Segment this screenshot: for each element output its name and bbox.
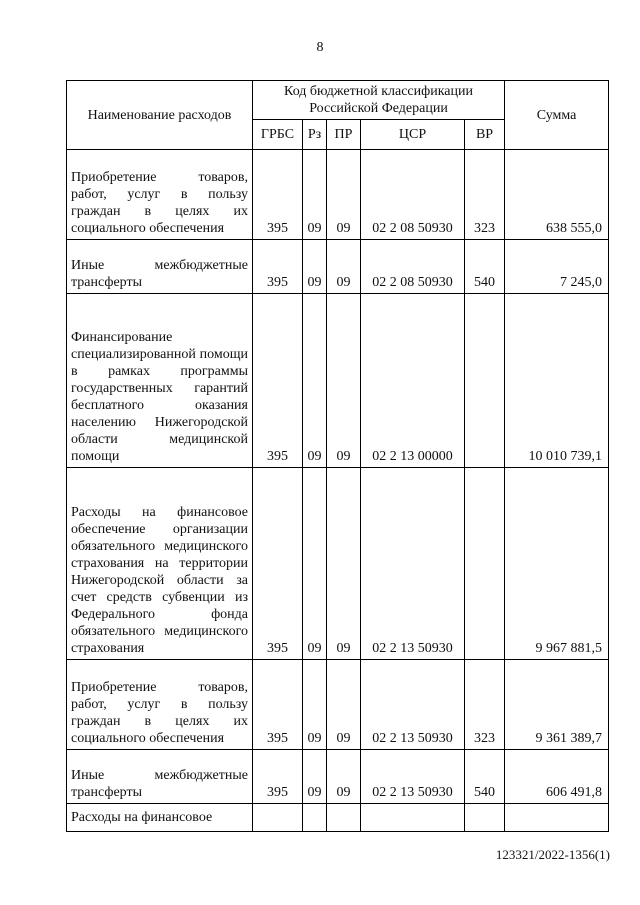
row-rz: 09 xyxy=(303,750,327,804)
row-name: Приобретение товаров, работ, услуг в пользу граждан в целях их социального обеспечения xyxy=(67,150,253,240)
row-grbs: 395 xyxy=(253,468,303,660)
document-code: 123321/2022-1356(1) xyxy=(495,847,610,862)
row-name: Иные межбюджетные трансферты xyxy=(67,240,253,294)
header-code-group: Код бюджетной классификации Российской Федерации xyxy=(253,81,505,120)
row-rz: 09 xyxy=(303,660,327,750)
row-csr: 02 2 13 50930 xyxy=(361,660,465,750)
row-pr: 09 xyxy=(327,750,361,804)
table-row xyxy=(67,804,609,832)
row-sum: 10 010 739,1 xyxy=(505,294,609,468)
row-pr: 09 xyxy=(327,468,361,660)
row-rz xyxy=(303,804,327,832)
row-sum: 606 491,8 xyxy=(505,750,609,804)
row-csr: 02 2 08 50930 xyxy=(361,240,465,294)
header-name: Наименование расходов xyxy=(67,81,253,150)
row-name: Приобретение товаров, работ, услуг в пользу граждан в целях их социального обеспечения xyxy=(67,660,253,750)
row-rz: 09 xyxy=(303,150,327,240)
row-vr: 323 xyxy=(465,660,505,750)
row-vr: 323 xyxy=(465,150,505,240)
row-rz: 09 xyxy=(303,240,327,294)
row-rz: 09 xyxy=(303,468,327,660)
table-row xyxy=(67,750,609,804)
row-name: Финансирование специализированной помощи в рамках программы государственных гарантий бесплатного оказания населению Нижегородской области медицинской помощи xyxy=(67,294,253,468)
row-rz: 09 xyxy=(303,294,327,468)
header-sum: Сумма xyxy=(505,81,609,150)
row-sum: 7 245,0 xyxy=(505,240,609,294)
row-grbs xyxy=(253,804,303,832)
header-rz: Рз xyxy=(303,120,327,150)
row-vr xyxy=(465,804,505,832)
row-vr xyxy=(465,468,505,660)
header-grbs: ГРБС xyxy=(253,120,303,150)
row-grbs: 395 xyxy=(253,294,303,468)
row-pr: 09 xyxy=(327,294,361,468)
header-csr: ЦСР xyxy=(361,120,465,150)
table-row xyxy=(67,660,609,750)
table-row xyxy=(67,150,609,240)
row-csr: 02 2 13 50930 xyxy=(361,468,465,660)
row-pr: 09 xyxy=(327,240,361,294)
table-row xyxy=(67,240,609,294)
row-csr: 02 2 08 50930 xyxy=(361,150,465,240)
budget-table xyxy=(66,80,609,832)
row-vr: 540 xyxy=(465,750,505,804)
row-csr: 02 2 13 50930 xyxy=(361,750,465,804)
row-sum: 638 555,0 xyxy=(505,150,609,240)
row-vr: 540 xyxy=(465,240,505,294)
row-grbs: 395 xyxy=(253,240,303,294)
row-pr: 09 xyxy=(327,150,361,240)
row-name: Расходы на финансовое обеспечение организации обязательного медицинского страхования на территории Нижегородской области за счет средств субвенции из Федерального фонда обязательного медицинского страхования xyxy=(67,468,253,660)
row-sum xyxy=(505,804,609,832)
table-row xyxy=(67,294,609,468)
row-name: Иные межбюджетные трансферты xyxy=(67,750,253,804)
header-pr: ПР xyxy=(327,120,361,150)
row-vr xyxy=(465,294,505,468)
row-grbs: 395 xyxy=(253,750,303,804)
table-row xyxy=(67,468,609,660)
row-csr xyxy=(361,804,465,832)
header-vr: ВР xyxy=(465,120,505,150)
row-grbs: 395 xyxy=(253,660,303,750)
row-grbs: 395 xyxy=(253,150,303,240)
page-number: 8 xyxy=(316,40,324,55)
row-sum: 9 967 881,5 xyxy=(505,468,609,660)
row-sum: 9 361 389,7 xyxy=(505,660,609,750)
row-csr: 02 2 13 00000 xyxy=(361,294,465,468)
row-pr xyxy=(327,804,361,832)
row-pr: 09 xyxy=(327,660,361,750)
row-name: Расходы на финансовое xyxy=(67,804,253,832)
